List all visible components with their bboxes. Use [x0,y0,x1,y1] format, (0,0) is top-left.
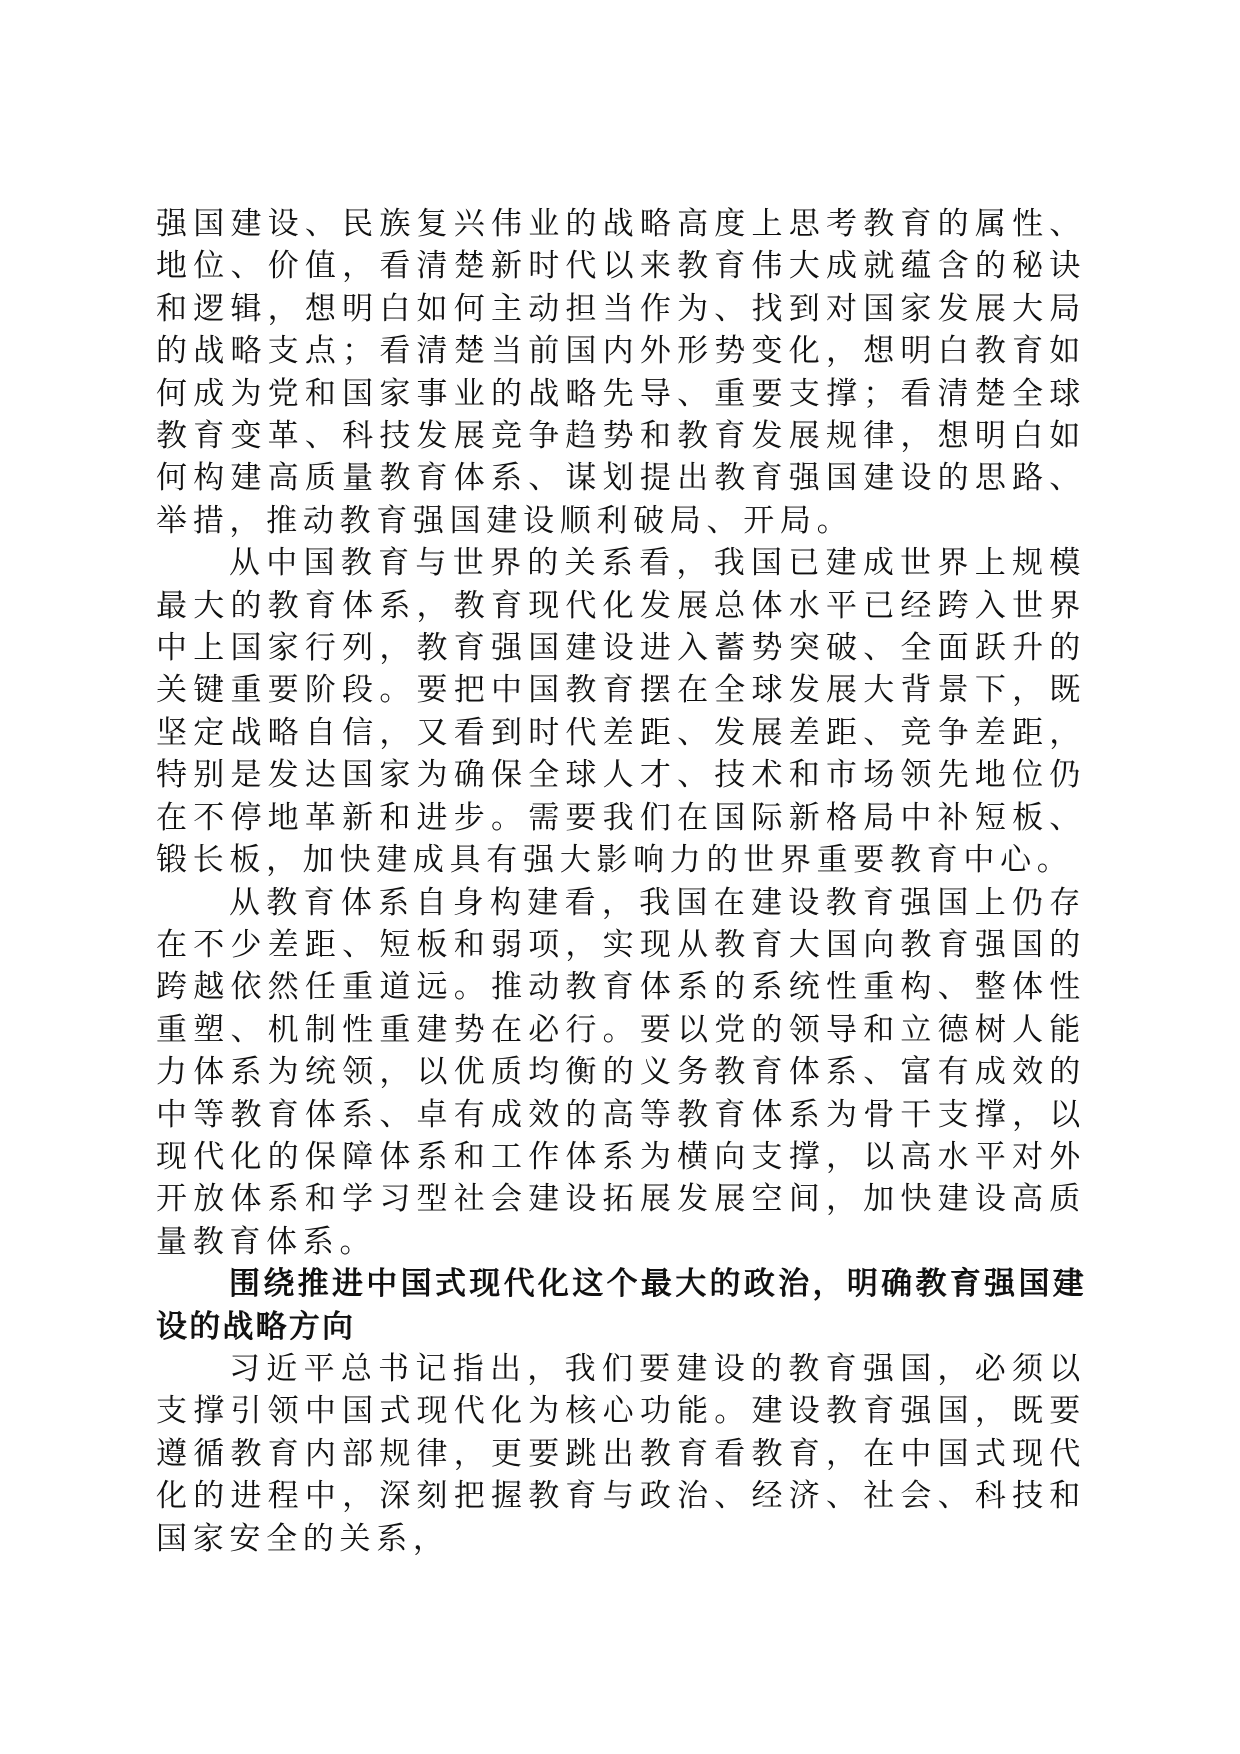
body-paragraph-4: 习近平总书记指出，我们要建设的教育强国，必须以支撑引领中国式现代化为核心功能。建设教育强国，既要遵循教育内部规律，更要跳出教育看教育，在中国式现代化的进程中，深刻把握教育与政治、经济、社会、科技和国家安全的关系， [156,1350,1086,1557]
section-heading: 围绕推进中国式现代化这个最大的政治，明确教育强国建设的战略方向 [156,1266,1086,1345]
body-paragraph-1: 强国建设、民族复兴伟业的战略高度上思考教育的属性、地位、价值，看清楚新时代以来教育伟大成就蕴含的秘诀和逻辑，想明白如何主动担当作为、找到对国家发展大局的战略支点；看清楚当前国内外形势变化，想明白教育如何成为党和国家事业的战略先导、重要支撑；看清楚全球教育变革、科技发展竞争趋势和教育发展规律，想明白如何构建高质量教育体系、谋划提出教育强国建设的思路、举措，推动教育强国建设顺利破局、开局。 [156,206,1086,539]
body-paragraph-2: 从中国教育与世界的关系看，我国已建成世界上规模最大的教育体系，教育现代化发展总体水平已经跨入世界中上国家行列，教育强国建设进入蓄势突破、全面跃升的关键重要阶段。要把中国教育摆在全球发展大背景下，既坚定战略自信，又看到时代差距、发展差距、竞争差距，特别是发达国家为确保全球人才、技术和市场领先地位仍在不停地革新和进步。需要我们在国际新格局中补短板、锻长板，加快建成具有强大影响力的世界重要教育中心。 [156,545,1086,879]
body-paragraph-3: 从教育体系自身构建看，我国在建设教育强国上仍存在不少差距、短板和弱项，实现从教育大国向教育强国的跨越依然任重道远。推动教育体系的系统性重构、整体性重塑、机制性重建势在必行。要以党的领导和立德树人能力体系为统领，以优质均衡的义务教育体系、富有成效的中等教育体系、卓有成效的高等教育体系为骨干支撑，以现代化的保障体系和工作体系为横向支撑，以高水平对外开放体系和学习型社会建设拓展发展空间，加快建设高质量教育体系。 [156,884,1086,1260]
document-page [156,203,1086,1560]
